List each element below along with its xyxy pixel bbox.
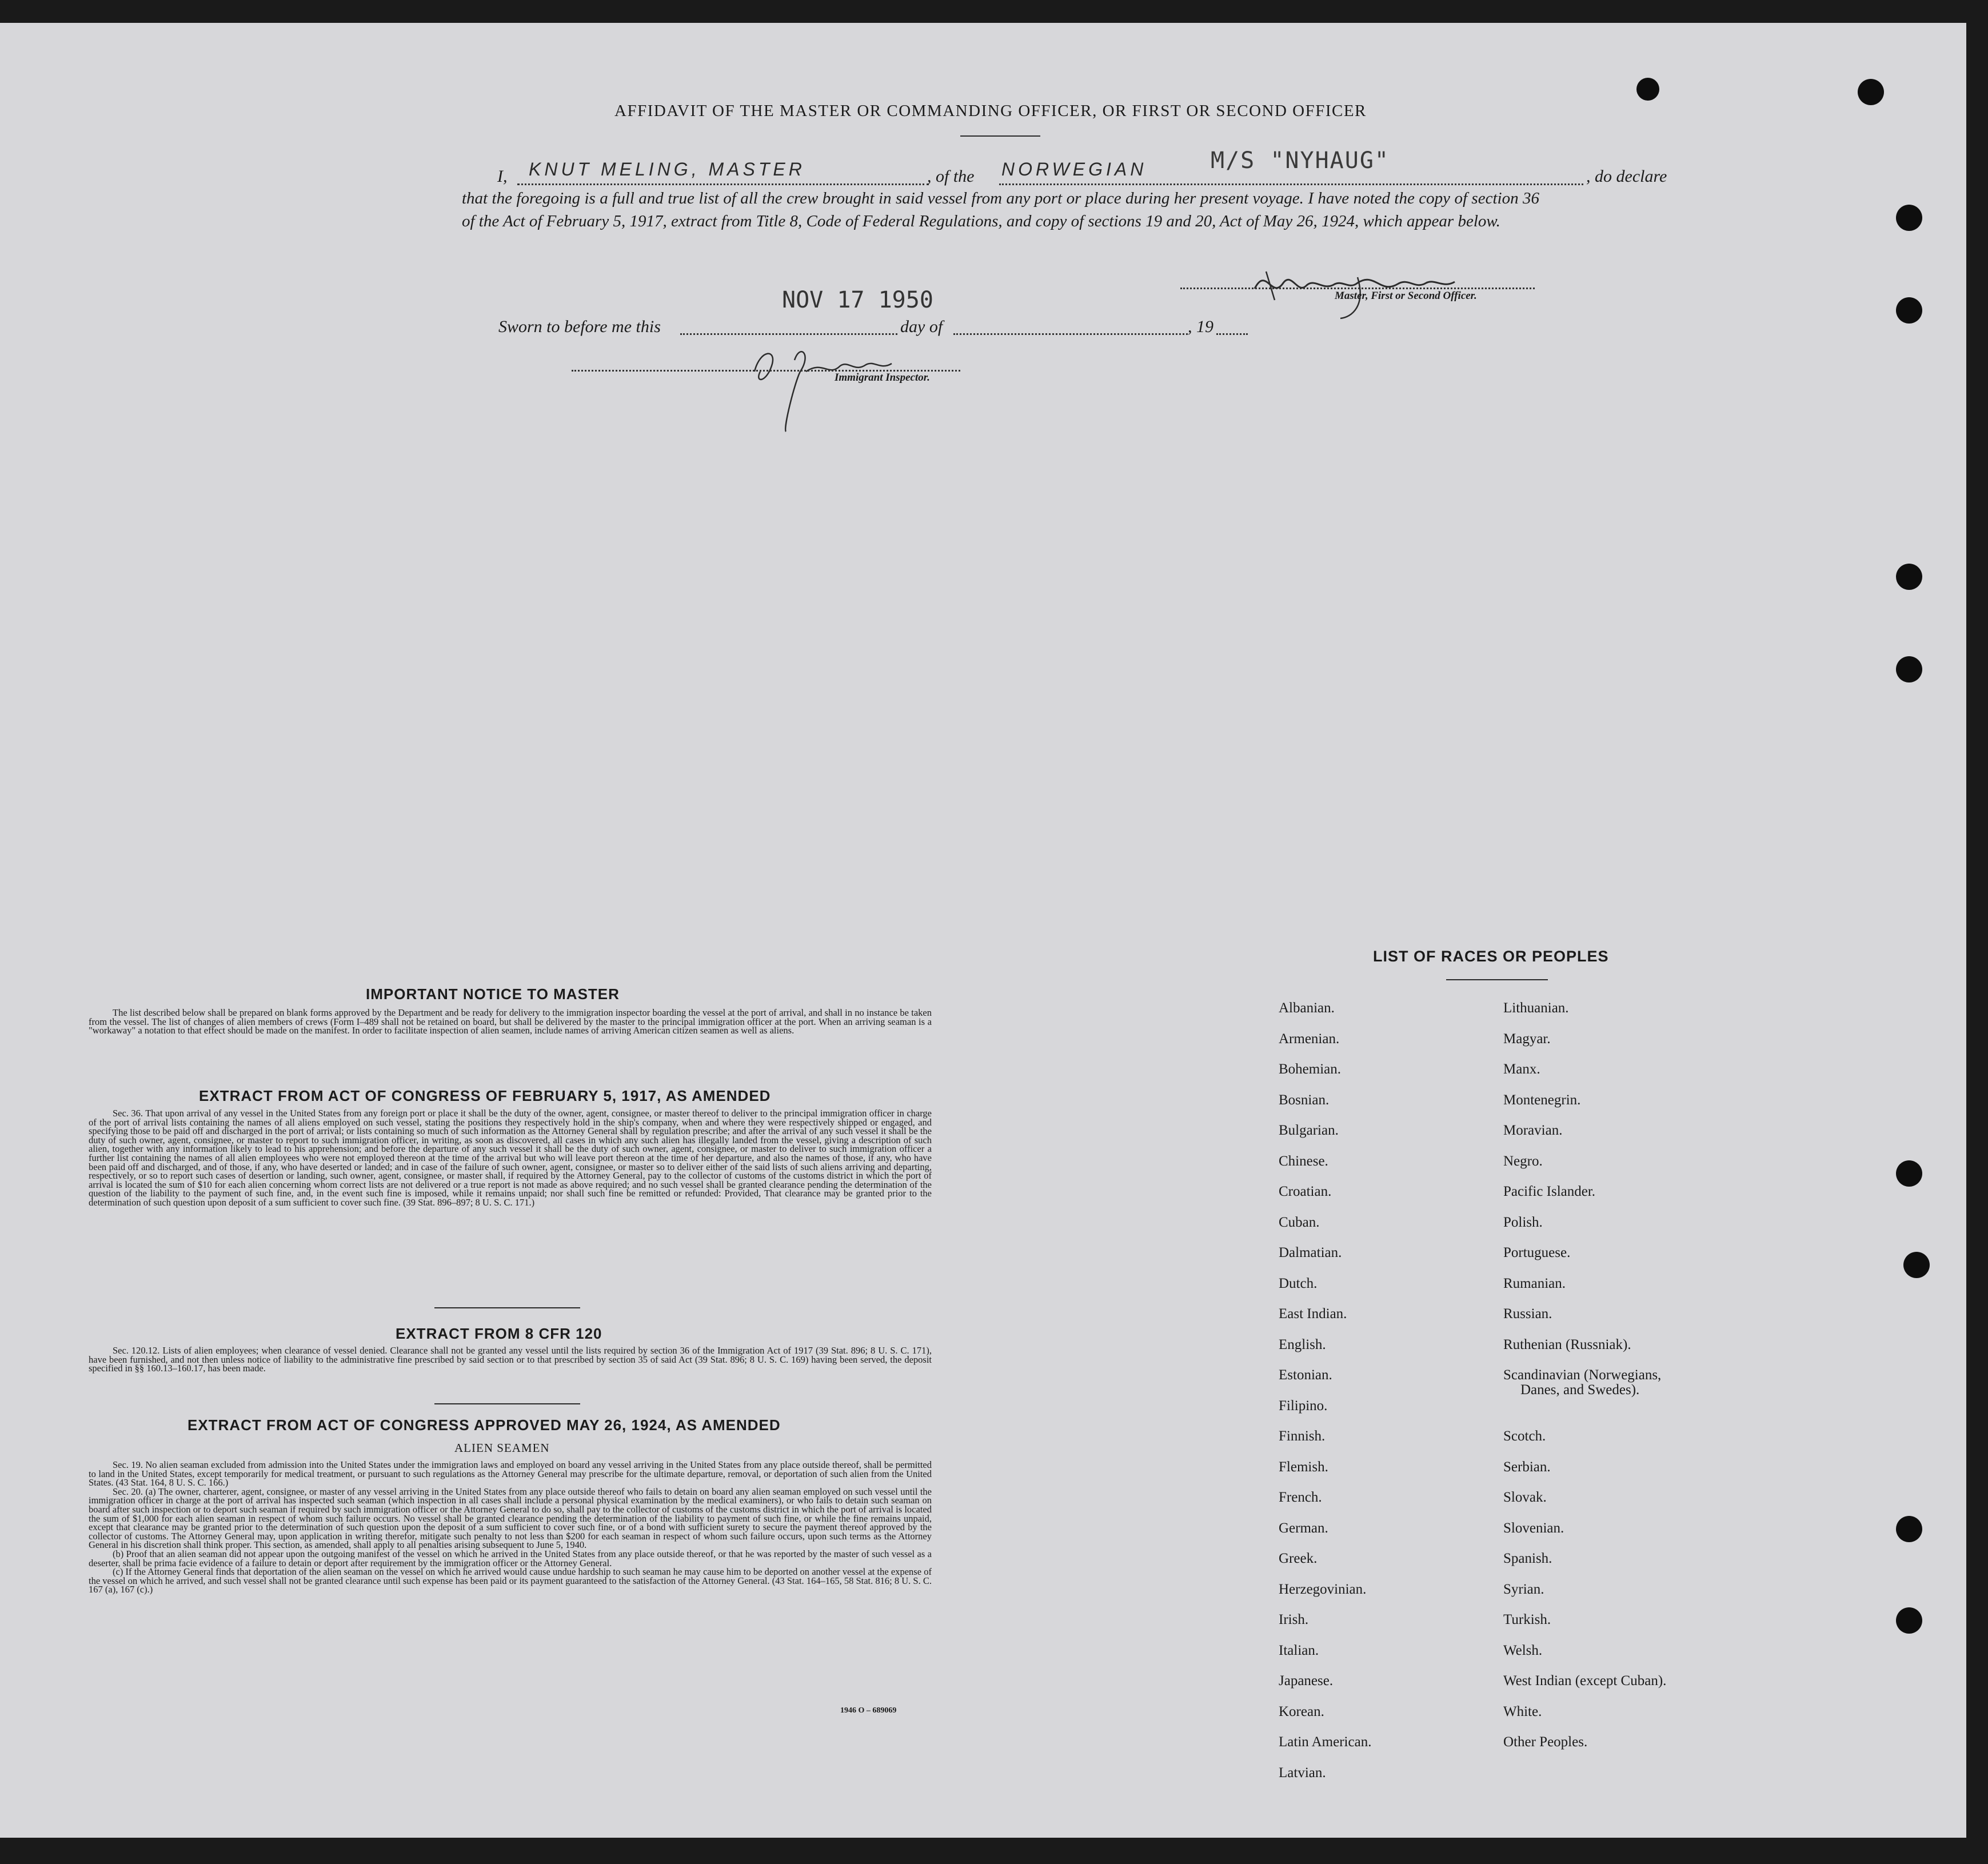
race-right: Syrian.	[1503, 1582, 1544, 1597]
race-left: Bulgarian.	[1279, 1123, 1339, 1138]
punch-hole	[1896, 564, 1922, 590]
punch-hole	[1896, 205, 1922, 231]
race-right: Polish.	[1503, 1215, 1543, 1230]
race-right: Danes, and Swedes).	[1520, 1382, 1640, 1398]
sec-20a-paragraph: Sec. 20. (a) The owner, charterer, agent, consignee, or master of any vessel arriving in the United States from any place outside thereof who fails to detain on board any alien seaman employed on such vessel until the immigration officer in charge at the port of arrival has inspected such seaman (which inspection in all cases shall include a personal physical examination by the medical examiners), or who fails to detain such seaman on board after such inspection or to deport such seaman if required by such immigration officer or the Attorney General to do so, shall pay to the collector of customs of the customs district in which the port of arrival is located the sum of $1,000 for each alien seaman in respect of whom such failure occurs. No vessel shall be granted clearance pending the determination of the liability to payment of such fine, or while the fine remains unpaid, except that clearance may be granted prior to the determination of such question upon the deposit of a sum sufficient to cover such fine, or of a bond with sufficient surety to secure the payment thereof approved by the collector of customs. The Attorney General may, upon application in writing therefor, mitigate such penalty to not less than $200 for each seaman in respect of whom such failure occurs, upon such terms as the Attorney General in his discretion shall think proper. This section, as amended, shall apply to all penalties arising subsequent to June 5, 1940.	[89, 1486, 932, 1551]
section-rule	[434, 1307, 580, 1308]
race-left: Latvian.	[1279, 1765, 1326, 1781]
sworn-month-line	[953, 333, 1188, 335]
race-right: Serbian.	[1503, 1459, 1551, 1475]
notice-paragraph: The list described below shall be prepared on blank forms approved by the Department and be ready for delivery to the immigration inspector boarding the vessel at the port of arrival, and shall in no instance be taken from the vessel. The list of changes of alien members of crews (Form I–489 shall not be retained on board, but shall be delivered by the master to the principal immigration officer at the port. When an arriving seaman is a "workaway" a notation to that effect should be made on the manifest. In order to facilitate inspection of alien seamen, include names of arriving American citizen seamen as well as aliens.	[89, 1007, 932, 1036]
race-left: Irish.	[1279, 1612, 1309, 1627]
race-left: Dutch.	[1279, 1276, 1318, 1291]
race-left: Armenian.	[1279, 1031, 1340, 1047]
race-right: Welsh.	[1503, 1643, 1543, 1658]
race-left: Estonian.	[1279, 1367, 1332, 1383]
document-page	[0, 23, 1966, 1838]
master-caption: Master, First or Second Officer.	[1335, 290, 1477, 302]
race-right: Turkish.	[1503, 1612, 1551, 1627]
race-left: Albanian.	[1279, 1000, 1335, 1016]
race-right: Manx.	[1503, 1061, 1540, 1077]
notice-title: IMPORTANT NOTICE TO MASTER	[366, 985, 620, 1003]
race-right: Portuguese.	[1503, 1245, 1571, 1260]
races-title: LIST OF RACES OR PEOPLES	[1373, 948, 1609, 965]
race-right: Lithuanian.	[1503, 1000, 1569, 1016]
race-left: English.	[1279, 1337, 1326, 1352]
race-left: Latin American.	[1279, 1734, 1372, 1750]
race-right: Montenegrin.	[1503, 1092, 1581, 1108]
race-left: Korean.	[1279, 1704, 1324, 1719]
race-left: Croatian.	[1279, 1184, 1332, 1199]
race-left: French.	[1279, 1490, 1322, 1505]
extract-1917-title: EXTRACT FROM ACT OF CONGRESS OF FEBRUARY 5, 1917, AS AMENDED	[199, 1087, 771, 1104]
race-right: Negro.	[1503, 1153, 1543, 1169]
race-right: Other Peoples.	[1503, 1734, 1588, 1750]
master-signature-line	[1180, 288, 1535, 289]
affidavit-line-1	[497, 167, 508, 186]
day-of-label: day of	[900, 317, 943, 336]
sec-36-paragraph: Sec. 36. That upon arrival of any vessel in the United States from any foreign port or place it shall be the duty of the owner, agent, consignee, or master thereof to deliver to the principal immigration officer in charge of the port of arrival lists containing the names of all aliens employed on such vessel, stating the positions they respectively hold in the ship's company, when and where they were respectively shipped or engaged, and specifying those to be paid off and discharged in the port of arrival; or lists containing so much of such information as the Attorney General shall by regulation prescribe; and after the arrival of any such vessel it shall be the duty of such owner, agent, consignee, or master to report to such immigration officer, in writing, as soon as discovered, all cases in which any such alien has illegally landed from the vessel, giving a description of such alien, together with any information likely to lead to his apprehension; and before the departure of any such vessel it shall be the duty of such owner, agent, consignee, or master to deliver to such immigration officer a further list containing the names of all alien employees who were not employed thereon at the time of the arrival but who will leave port thereon at the time of her departure, and also the names of those, if any, who have been paid off and discharged, and of those, if any, who have deserted or landed; and in case of the failure of such owner, agent, consignee, or master so to deliver either of the said lists of such aliens arriving and departing, respectively, or so to report such cases of desertion or landing, such owner, agent, consignee, or master shall, if required by the Attorney General, pay to the collector of customs of the customs district in which the port of arrival is located the sum of $10 for each alien concerning whom correct lists are not delivered or a true report is not made as above required; and no such vessel shall be granted clearance pending the determination of the question of the liability to the payment of such fine, and, in the event such fine is imposed, while it remains unpaid; nor shall such fine be remitted or refunded: Provided, That clearance may be granted prior to the determination of such question upon deposit of a sum sufficient to cover such fine. (39 Stat. 896–897; 8 U. S. C. 171.)	[89, 1108, 932, 1208]
extract-1924-text	[89, 1460, 932, 1594]
punch-hole	[1858, 79, 1884, 105]
sworn-year-line	[1216, 333, 1248, 335]
extract-1924-title: EXTRACT FROM ACT OF CONGRESS APPROVED MAY 26, 1924, AS AMENDED	[187, 1416, 781, 1434]
race-left: Flemish.	[1279, 1459, 1328, 1475]
race-right: Spanish.	[1503, 1551, 1552, 1566]
race-left: Cuban.	[1279, 1215, 1320, 1230]
race-right: White.	[1503, 1704, 1542, 1719]
inspector-caption: Immigrant Inspector.	[835, 372, 930, 384]
nationality: NORWEGIAN	[1001, 159, 1147, 179]
affidavit-title: AFFIDAVIT OF THE MASTER OR COMMANDING OFFICER, OR FIRST OR SECOND OFFICER	[614, 102, 1367, 120]
race-right: Rumanian.	[1503, 1276, 1566, 1291]
race-right: Magyar.	[1503, 1031, 1551, 1047]
race-right: Scotch.	[1503, 1428, 1546, 1444]
master-name: KNUT MELING, MASTER	[529, 159, 805, 179]
sec-19-paragraph: Sec. 19. No alien seaman excluded from admission into the United States under the immigration laws and employed on board any vessel arriving in the United States from any place outside thereof, shall be permitted to land in the United States, except temporarily for medical treatment, or pursuant to such regulations as the Attorney General may prescribe for the ultimate departure, removal, or deportation of such alien from the United States. (43 Stat. 164, 8 U. S. C. 166.)	[89, 1459, 932, 1488]
punch-hole	[1896, 297, 1922, 324]
race-right: Slovak.	[1503, 1490, 1547, 1505]
race-right: Ruthenian (Russniak).	[1503, 1337, 1631, 1352]
punch-hole	[1896, 656, 1922, 682]
race-right: Russian.	[1503, 1306, 1552, 1322]
race-left: Filipino.	[1279, 1398, 1328, 1414]
extract-cfr-text	[89, 1346, 932, 1373]
year-label: , 19	[1188, 317, 1213, 336]
sworn-label: Sworn to before me this	[498, 317, 661, 336]
race-right: Scandinavian (Norwegians,	[1503, 1367, 1662, 1383]
race-left: German.	[1279, 1520, 1328, 1536]
race-left: Italian.	[1279, 1643, 1319, 1658]
race-left: Finnish.	[1279, 1428, 1326, 1444]
nationality-line	[999, 183, 1583, 185]
punch-hole	[1636, 78, 1659, 101]
punch-hole	[1896, 1160, 1922, 1187]
race-left: Japanese.	[1279, 1673, 1334, 1689]
do-declare-label: , do declare	[1586, 167, 1667, 186]
title-rule	[960, 135, 1040, 137]
race-left: Bosnian.	[1279, 1092, 1330, 1108]
extract-1917-text	[89, 1109, 932, 1207]
of-the-label: , of the	[927, 167, 975, 186]
master-name-line	[517, 183, 929, 185]
race-right: Moravian.	[1503, 1123, 1563, 1138]
section-rule	[434, 1403, 580, 1404]
race-left: East Indian.	[1279, 1306, 1347, 1322]
race-left: Bohemian.	[1279, 1061, 1342, 1077]
sec-120-paragraph: Sec. 120.12. Lists of alien employees; when clearance of vessel denied. Clearance shall not be granted any vessel until the lists required by section 36 of the Immigration Act of 1917 (39 Stat. 896; 8 U. S. C. 171), have been furnished, and not then unless notice of liability to the administrative fine prescribed by said section or to that prescribed by section 35 of said Act (39 Stat. 896; 8 U. S. C. 169) having been served, the deposit specified in §§ 160.13–160.17, has been made.	[89, 1345, 932, 1374]
punch-hole	[1896, 1607, 1922, 1634]
race-left: Dalmatian.	[1279, 1245, 1342, 1260]
date-stamp: NOV 17 1950	[782, 287, 933, 313]
punch-hole	[1903, 1252, 1930, 1278]
race-left: Chinese.	[1279, 1153, 1328, 1169]
sec-20b-paragraph: (b) Proof that an alien seaman did not appear upon the outgoing manifest of the vessel on which he arrived in the United States from any place outside thereof, or that he was reported by the master of such vessel as a deserter, shall be prima facie evidence of a failure to detain or deport after requirement by the immigration officer or the Attorney General.	[89, 1548, 932, 1568]
sec-20c-paragraph: (c) If the Attorney General finds that deportation of the alien seaman on the vessel on which he arrived would cause undue hardship to such seaman he may cause him to be deported on another vessel at the expense of the vessel on which he arrived, and such vessel shall not be granted clearance until such expense has been paid or its payment guaranteed to the satisfaction of the Attorney General. (43 Stat. 164–165, 58 Stat. 816; 8 U. S. C. 167 (a), 167 (c).)	[89, 1566, 932, 1595]
race-left: Greek.	[1279, 1551, 1318, 1566]
i-label: I,	[497, 167, 508, 186]
race-left: Herzegovinian.	[1279, 1582, 1367, 1597]
punch-hole	[1896, 1516, 1922, 1542]
race-right: Pacific Islander.	[1503, 1184, 1596, 1199]
race-right: Slovenian.	[1503, 1520, 1564, 1536]
alien-seamen-subtitle: ALIEN SEAMEN	[454, 1441, 550, 1455]
races-title-rule	[1446, 979, 1548, 980]
vessel-name-stamp: M/S "NYHAUG"	[1211, 147, 1390, 174]
print-code: 1946 O – 689069	[840, 1706, 897, 1715]
affidavit-body: that the foregoing is a full and true list of all the crew brought in said vessel from any port or place during her present voyage. I have noted the copy of section 36 of the Act of February 5, 1917, extract from Title 8, Code of Federal Regulations, and copy of sections 19 and 20, Act of May 26, 1924, which appear below.	[462, 189, 1539, 230]
notice-text	[89, 1008, 932, 1035]
race-right: West Indian (except Cuban).	[1503, 1673, 1667, 1689]
extract-cfr-title: EXTRACT FROM 8 CFR 120	[396, 1325, 602, 1342]
